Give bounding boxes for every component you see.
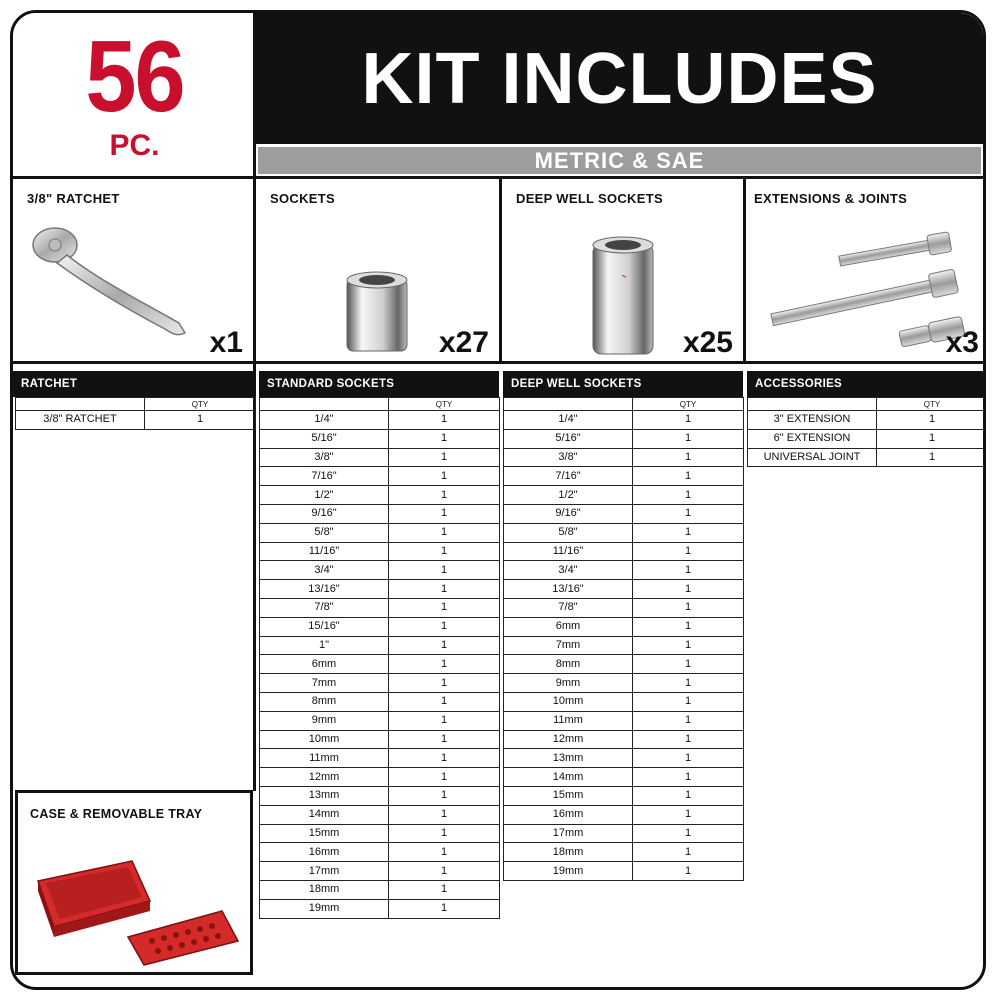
item-cell: 5/8": [504, 523, 633, 542]
qty-cell: 1: [389, 843, 500, 862]
item-cell: 18mm: [504, 843, 633, 862]
qty-cell: 1: [633, 749, 744, 768]
table-cell: [748, 398, 877, 411]
table-row: [504, 730, 744, 749]
table-row: [504, 542, 744, 561]
item-cell: 13/16": [260, 580, 389, 599]
table-row: [504, 749, 744, 768]
qty-cell: 1: [389, 411, 500, 430]
table-row: [260, 824, 500, 843]
qty-cell: 1: [389, 467, 500, 486]
case-tray-label: CASE & REMOVABLE TRAY: [30, 807, 203, 821]
item-cell: 3/8" RATCHET: [16, 411, 145, 430]
deep-sockets-picture-qty: x25: [682, 326, 733, 359]
table-row: [260, 580, 500, 599]
qty-cell: 1: [389, 580, 500, 599]
qty-cell: 1: [389, 617, 500, 636]
item-cell: 6mm: [260, 655, 389, 674]
qty-cell: 1: [389, 692, 500, 711]
table-row: [260, 448, 500, 467]
item-cell: 9mm: [504, 674, 633, 693]
qty-column-header: QTY: [145, 398, 256, 411]
table-row: [504, 486, 744, 505]
standard-sockets-table-header: STANDARD SOCKETS: [259, 371, 499, 397]
page-title: KIT INCLUDES: [361, 39, 878, 119]
qty-cell: 1: [633, 862, 744, 881]
qty-cell: 1: [389, 880, 500, 899]
qty-cell: 1: [633, 411, 744, 430]
extensions-picture-cell: [746, 179, 986, 360]
qty-cell: 1: [389, 786, 500, 805]
ratchet-picture-label: 3/8" RATCHET: [27, 191, 120, 206]
item-cell: 5/8": [260, 523, 389, 542]
piece-count-unit: PC.: [109, 129, 160, 162]
item-cell: 9/16": [260, 504, 389, 523]
qty-cell: 1: [633, 580, 744, 599]
item-cell: 3/4": [504, 561, 633, 580]
item-cell: 7/8": [504, 598, 633, 617]
table-row: [504, 411, 744, 430]
qty-cell: 1: [633, 636, 744, 655]
qty-cell: 1: [389, 674, 500, 693]
item-cell: 17mm: [504, 824, 633, 843]
qty-cell: 1: [633, 617, 744, 636]
qty-cell: 1: [389, 862, 500, 881]
table-row: [504, 843, 744, 862]
table-row: [504, 655, 744, 674]
deep-sockets-picture-label: DEEP WELL SOCKETS: [516, 191, 663, 206]
item-cell: 14mm: [260, 805, 389, 824]
item-cell: 10mm: [260, 730, 389, 749]
item-cell: 11/16": [260, 542, 389, 561]
ratchet-icon: [27, 219, 197, 354]
table-row: [504, 674, 744, 693]
qty-cell: 1: [389, 523, 500, 542]
table-cell: [260, 398, 389, 411]
qty-cell: 1: [389, 730, 500, 749]
accessories-table-header: ACCESSORIES: [747, 371, 986, 397]
item-cell: 13mm: [260, 786, 389, 805]
qty-cell: 1: [389, 636, 500, 655]
table-row: [260, 768, 500, 787]
item-cell: 3/8": [260, 448, 389, 467]
qty-cell: 1: [633, 429, 744, 448]
item-cell: 7/16": [260, 467, 389, 486]
item-cell: 6" EXTENSION: [748, 429, 877, 448]
qty-cell: 1: [633, 561, 744, 580]
subtitle-bar: [256, 144, 983, 176]
qty-cell: 1: [877, 411, 987, 430]
item-cell: UNIVERSAL JOINT: [748, 448, 877, 467]
item-cell: 7/16": [504, 467, 633, 486]
qty-cell: 1: [389, 805, 500, 824]
table-row: [504, 805, 744, 824]
table-row: [504, 561, 744, 580]
deep-well-sockets-table: [503, 397, 744, 881]
accessories-table: [747, 397, 986, 467]
ratchet-picture-qty: x1: [209, 326, 243, 359]
deep-socket-icon: [590, 234, 656, 359]
sockets-picture-cell: [256, 179, 499, 360]
table-cell: [504, 398, 633, 411]
qty-cell: 1: [633, 843, 744, 862]
table-row: [504, 467, 744, 486]
item-cell: 16mm: [504, 805, 633, 824]
item-cell: 15mm: [260, 824, 389, 843]
qty-cell: 1: [633, 674, 744, 693]
qty-cell: 1: [389, 486, 500, 505]
table-header-row: [748, 398, 987, 411]
deep-well-sockets-table-header: DEEP WELL SOCKETS: [503, 371, 743, 397]
item-cell: 1/2": [260, 486, 389, 505]
table-row: [260, 674, 500, 693]
table-row: [504, 636, 744, 655]
table-row: [504, 448, 744, 467]
item-cell: 5/16": [260, 429, 389, 448]
qty-cell: 1: [389, 711, 500, 730]
qty-cell: 1: [633, 824, 744, 843]
table-header-row: [16, 398, 256, 411]
deep-sockets-picture-cell: [502, 179, 743, 360]
item-cell: 10mm: [504, 692, 633, 711]
divider: [253, 13, 256, 176]
qty-cell: 1: [389, 749, 500, 768]
table-row: [260, 486, 500, 505]
svg-text:~: ~: [619, 270, 629, 282]
table-header-row: [504, 398, 744, 411]
item-cell: 9mm: [260, 711, 389, 730]
table-row: [260, 504, 500, 523]
table-row: [260, 636, 500, 655]
table-row: [260, 598, 500, 617]
item-cell: 19mm: [504, 862, 633, 881]
qty-cell: 1: [633, 523, 744, 542]
table-row: [504, 692, 744, 711]
item-cell: 11mm: [260, 749, 389, 768]
piece-count-box: [13, 13, 256, 176]
qty-cell: 1: [633, 448, 744, 467]
qty-cell: 1: [389, 542, 500, 561]
qty-cell: 1: [389, 768, 500, 787]
sockets-picture-label: SOCKETS: [270, 191, 335, 206]
item-cell: 12mm: [260, 768, 389, 787]
ratchet-picture-cell: [13, 179, 253, 360]
table-row: [260, 730, 500, 749]
qty-cell: 1: [633, 786, 744, 805]
table-row: [260, 429, 500, 448]
qty-cell: 1: [633, 504, 744, 523]
item-cell: 11mm: [504, 711, 633, 730]
qty-cell: 1: [389, 655, 500, 674]
item-cell: 8mm: [504, 655, 633, 674]
qty-cell: 1: [633, 768, 744, 787]
table-row: [504, 862, 744, 881]
table-row: [260, 542, 500, 561]
ratchet-table: [15, 397, 256, 430]
qty-cell: 1: [389, 824, 500, 843]
item-cell: 6mm: [504, 617, 633, 636]
item-cell: 7mm: [260, 674, 389, 693]
table-row: [504, 429, 744, 448]
item-cell: 1/2": [504, 486, 633, 505]
table-row: [504, 504, 744, 523]
piece-count: 56: [85, 20, 184, 134]
item-cell: 13mm: [504, 749, 633, 768]
kit-contents-card: [10, 10, 986, 990]
table-row: [504, 617, 744, 636]
item-cell: 19mm: [260, 899, 389, 918]
item-cell: 1/4": [504, 411, 633, 430]
sockets-picture-qty: x27: [438, 326, 489, 359]
item-cell: 17mm: [260, 862, 389, 881]
table-row: [260, 617, 500, 636]
table-row: [504, 786, 744, 805]
qty-cell: 1: [877, 448, 987, 467]
item-cell: 18mm: [260, 880, 389, 899]
table-row: [504, 598, 744, 617]
table-row: [260, 862, 500, 881]
qty-cell: 1: [633, 711, 744, 730]
table-row: [16, 411, 256, 430]
qty-column-header: QTY: [389, 398, 500, 411]
item-cell: 15mm: [504, 786, 633, 805]
table-row: [504, 523, 744, 542]
qty-column-header: QTY: [877, 398, 987, 411]
item-cell: 12mm: [504, 730, 633, 749]
qty-cell: 1: [633, 467, 744, 486]
extensions-picture-qty: x3: [945, 326, 979, 359]
item-cell: 8mm: [260, 692, 389, 711]
table-row: [260, 899, 500, 918]
table-row: [260, 711, 500, 730]
table-row: [504, 580, 744, 599]
ratchet-table-header: RATCHET: [13, 371, 253, 397]
qty-cell: 1: [389, 448, 500, 467]
qty-column-header: QTY: [633, 398, 744, 411]
qty-cell: 1: [633, 598, 744, 617]
qty-cell: 1: [145, 411, 256, 430]
item-cell: 7mm: [504, 636, 633, 655]
qty-cell: 1: [389, 504, 500, 523]
socket-icon: [344, 269, 410, 359]
item-cell: 1": [260, 636, 389, 655]
table-row: [260, 786, 500, 805]
qty-cell: 1: [633, 692, 744, 711]
item-cell: 11/16": [504, 542, 633, 561]
table-row: [260, 523, 500, 542]
extensions-picture-label: EXTENSIONS & JOINTS: [754, 191, 908, 206]
item-cell: 3/4": [260, 561, 389, 580]
table-cell: [16, 398, 145, 411]
page-subtitle: METRIC & SAE: [258, 147, 981, 174]
table-row: [260, 880, 500, 899]
table-row: [260, 692, 500, 711]
item-cell: 5/16": [504, 429, 633, 448]
table-row: [260, 805, 500, 824]
extensions-icon: [760, 219, 975, 349]
qty-cell: 1: [389, 429, 500, 448]
qty-cell: 1: [389, 899, 500, 918]
item-cell: 9/16": [504, 504, 633, 523]
table-row: [504, 824, 744, 843]
table-row: [748, 429, 987, 448]
table-row: [260, 561, 500, 580]
table-row: [260, 655, 500, 674]
qty-cell: 1: [389, 561, 500, 580]
table-row: [260, 411, 500, 430]
divider: [13, 361, 983, 364]
standard-sockets-table: [259, 397, 500, 919]
table-row: [748, 411, 987, 430]
item-cell: 16mm: [260, 843, 389, 862]
case-tray-box: [15, 790, 253, 975]
item-cell: 3/8": [504, 448, 633, 467]
table-row: [504, 768, 744, 787]
qty-cell: 1: [389, 598, 500, 617]
item-cell: 7/8": [260, 598, 389, 617]
table-header-row: [260, 398, 500, 411]
table-row: [260, 749, 500, 768]
qty-cell: 1: [633, 486, 744, 505]
item-cell: 15/16": [260, 617, 389, 636]
qty-cell: 1: [633, 655, 744, 674]
title-bar: [256, 13, 983, 144]
table-row: [748, 448, 987, 467]
table-row: [260, 467, 500, 486]
table-row: [260, 843, 500, 862]
qty-cell: 1: [633, 805, 744, 824]
item-cell: 3" EXTENSION: [748, 411, 877, 430]
qty-cell: 1: [633, 730, 744, 749]
qty-cell: 1: [633, 542, 744, 561]
item-cell: 1/4": [260, 411, 389, 430]
case-tray-icon: [32, 841, 242, 966]
item-cell: 14mm: [504, 768, 633, 787]
item-cell: 13/16": [504, 580, 633, 599]
qty-cell: 1: [877, 429, 987, 448]
table-row: [504, 711, 744, 730]
